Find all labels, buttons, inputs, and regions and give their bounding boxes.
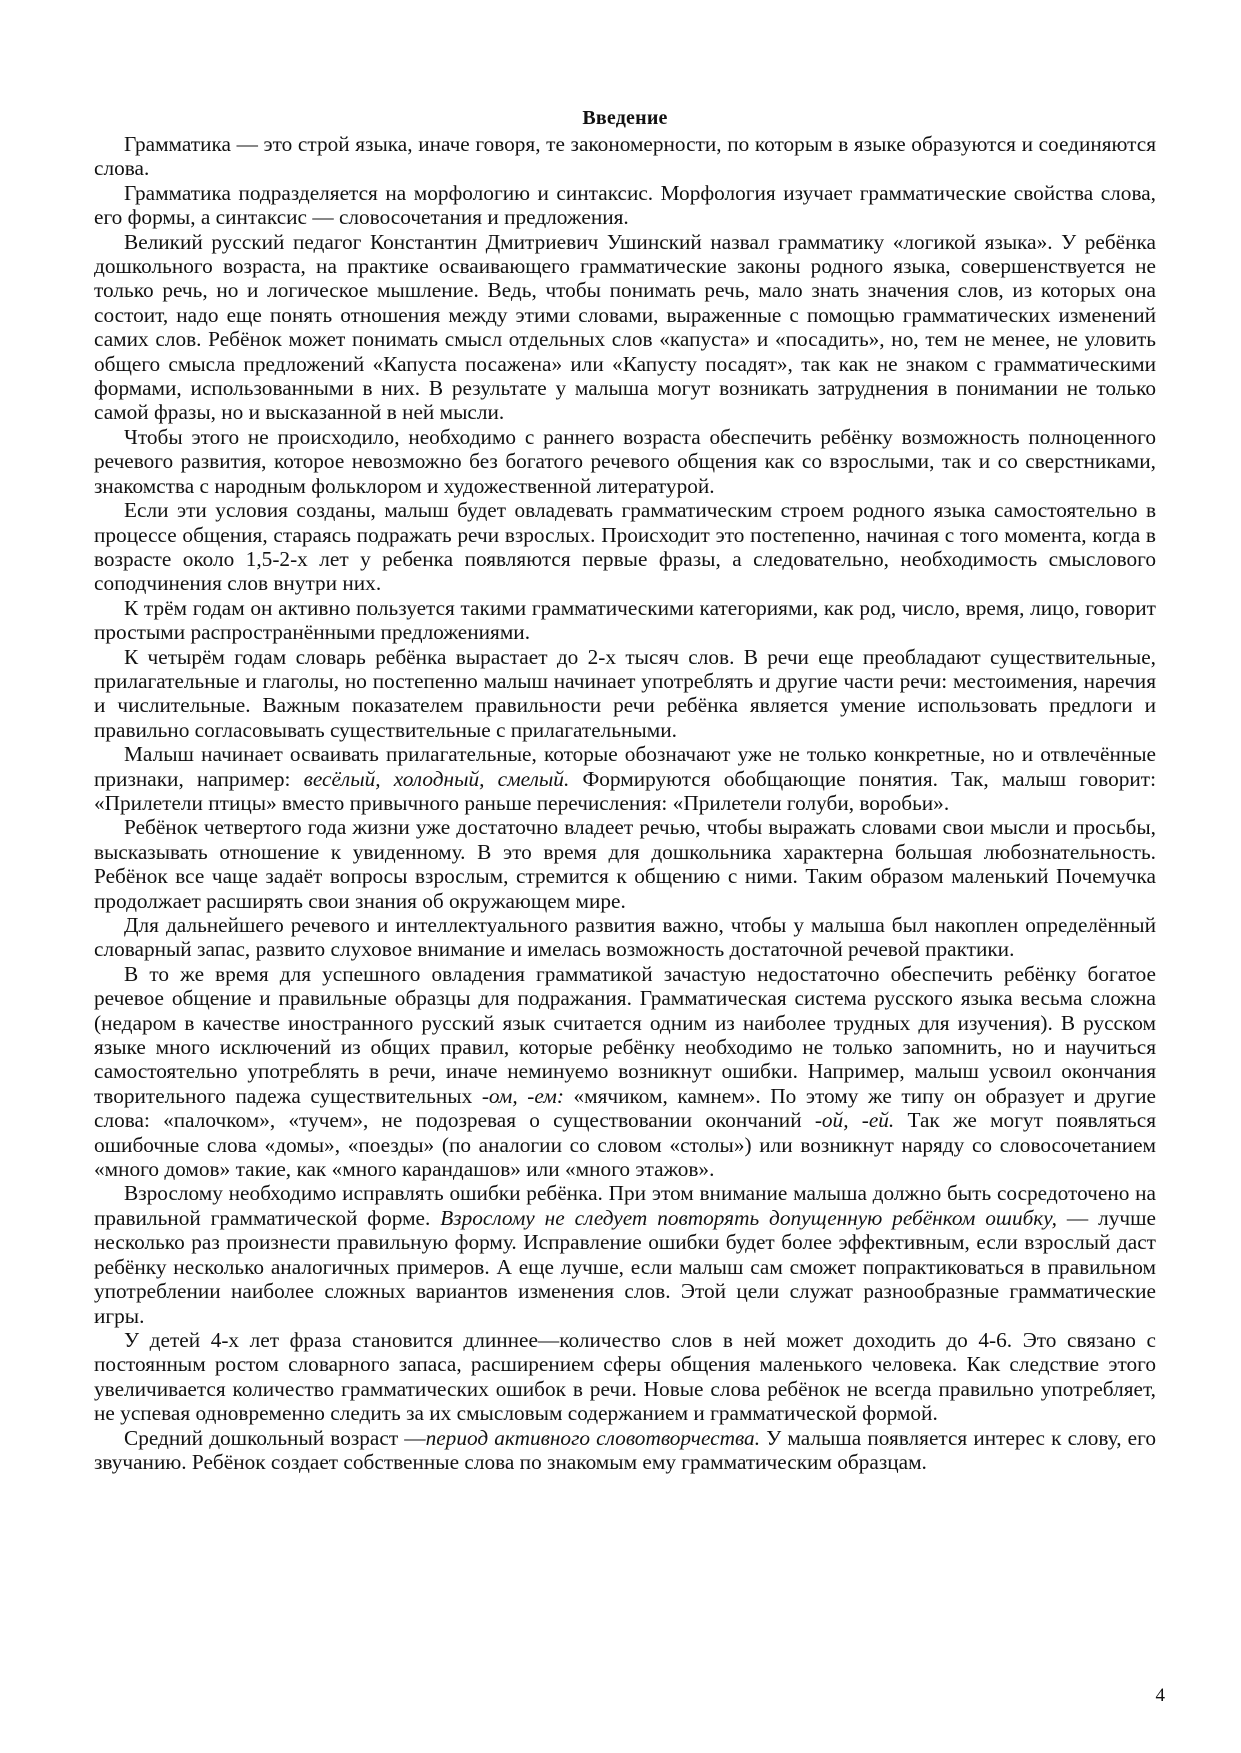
italic-text: -ом, -ем: [481,1083,564,1108]
paragraph [94,962,1156,1182]
paragraph-text: Грамматика — это строй языка, иначе говоря, те закономерности, по которым в языке образуются и соединяются слова. [94,132,1156,181]
paragraph [94,132,1156,181]
page-body [94,104,1156,1474]
paragraph [94,742,1156,815]
italic-text: период активного словотворчества. [425,1425,761,1450]
paragraph [94,596,1156,645]
italic-text: Взрослому не следует повторять допущенную ребёнком ошибку, [440,1205,1057,1230]
text-body [94,132,1156,1474]
paragraph [94,181,1156,230]
paragraph [94,645,1156,743]
paragraph-text: Средний дошкольный возраст — [124,1425,426,1450]
paragraph-text: В то же время для успешного овладения грамматикой зачастую недостаточно обеспечить ребёнку богатое речевое общение и правильные образцы для подражания. Грамматическая система русского языка весьма сложна (недаром в качестве иностранного русский язык считается одним из наиболее трудных для изучения). В русском языке много исключений из общих правил, которые ребёнку необходимо не только запомнить, но и научиться самостоятельно употреблять в речи, иначе неминуемо возникнут ошибки. Например, малыш усвоил окончания творительного падежа существительных [94,961,1156,1108]
paragraph-text: — лучше несколько раз произнести правильную форму. Исправление ошибки будет более эффективным, если взрослый даст ребёнку несколько аналогичных примеров. А еще лучше, если малыш сам сможет попрактиковаться в правильном употреблении наиболее сложных вариантов изменения слов. Этой цели служат разнообразные грамматические игры. [94,1205,1156,1328]
paragraph-text: Ребёнок четвертого года жизни уже достаточно владеет речью, чтобы выражать словами свои мысли и просьбы, высказывать отношение к увиденному. В это время для дошкольника характерна большая любознательность. Ребёнок все чаще задаёт вопросы взрослым, стремится к общению с ними. Таким образом маленький Почемучка продолжает расширять свои знания об окружающем мире. [94,815,1156,913]
paragraph-text: Грамматика подразделяется на морфологию и синтаксис. Морфология изучает грамматические свойства слова, его формы, а синтаксис — словосочетания и предложения. [94,180,1156,230]
paragraph-text: Формируются обобщающие понятия. Так, малыш говорит: «Прилетели птицы» вместо привычного раньше перечисления: «Прилетели голуби, воробьи». [94,766,1156,815]
paragraph-text: К трём годам он активно пользуется такими грамматическими категориями, как род, число, время, лицо, говорит простыми распространёнными предложениями. [94,595,1156,645]
paragraph-text: Малыш начинает осваивать прилагательные, которые обозначают уже не только конкретные, но и отвлечённые признаки, например: [94,742,1156,791]
paragraph [94,498,1156,596]
paragraph-text: К четырём годам словарь ребёнка вырастает до 2-х тысяч слов. В речи еще преобладают существительные, прилагательные и глаголы, но постепенно малыш начинает употреблять и другие части речи: местоимения, наречия и числительные. Важным показателем правильности речи ребёнка является умение использовать предлоги и правильно согласовывать существительные с прилагательными. [94,644,1156,742]
paragraph-text: Великий русский педагог Константин Дмитриевич Ушинский назвал грамматику «логикой языка». У ребёнка дошкольного возраста, на практике осваивающего грамматические законы родного языка, совершенствуется не только речь, но и логическое мышление. Ведь, чтобы понимать речь, мало знать значения слов, из которых она состоит, надо еще понять отношения между этими словами, выраженные с помощью грамматических изменений самих слов. Ребёнок может понимать смысл отдельных слов «капуста» и «посадить», но, тем не менее, не уловить общего смысла предложений «Капуста посажена» или «Капусту посадят», так как не знаком с грамматическими формами, использованными в них. В результате у малыша могут возникать затруднения в понимании не только самой фразы, но и высказанной в ней мысли. [94,229,1156,425]
paragraph-text: Так же могут появляться ошибочные слова «домы», «поезды» (по аналогии со словом «столы») или возникнут наряду со словосочетанием «много домов» такие, как «много карандашов» или «много этажов». [94,1108,1157,1182]
paragraph [94,1181,1156,1327]
italic-text: весёлый, холодный, смелый. [303,766,570,791]
paragraph-text: Если эти условия созданы, малыш будет овладевать грамматическим строем родного языка самостоятельно в процессе общения, стараясь подражать речи взрослых. Происходит это постепенно, начиная с того момента, когда в возрасте около 1,5-2-х лет у ребенка появляются первые фразы, а следовательно, необходимость смыслового соподчинения слов внутри них. [94,498,1156,596]
section-title: Введение [582,107,668,129]
paragraph [94,230,1156,425]
paragraph [94,425,1156,498]
paragraph [94,815,1156,913]
paragraph-text: У детей 4-х лет фраза становится длиннее—количество слов в ней может доходить до 4-6. Это связано с постоянным ростом словарного запаса, расширением сферы общения маленького человека. Как следствие этого увеличивается количество грамматических ошибок в речи. Новые слова ребёнок не всегда правильно употребляет, не успевая одновременно следить за их смысловым содержанием и грамматической формой. [94,1327,1156,1426]
page-number: 4 [1155,1685,1165,1706]
paragraph-text: Взрослому необходимо исправлять ошибки ребёнка. При этом внимание малыша должно быть сосредоточено на правильной грамматической форме. [94,1181,1156,1230]
paragraph-text: «мячиком, камнем». По этому же типу он образует и другие слова: «палочком», «тучем», не подозревая о существовании окончаний [94,1083,1157,1133]
paragraph [94,913,1156,962]
paragraph-text: У малыша появляется интерес к слову, его звучанию. Ребёнок создает собственные слова по знакомым ему грамматическим образцам. [94,1425,1156,1474]
italic-text: -ой, -ей. [814,1108,895,1133]
paragraph [94,1328,1156,1426]
paragraph-text: Чтобы этого не происходило, необходимо с раннего возраста обеспечить ребёнку возможность полноценного речевого развития, которое невозможно без богатого речевого общения как со взрослыми, так и со сверстниками, знакомства с народным фольклором и художественной литературой. [94,424,1156,498]
paragraph-text: Для дальнейшего речевого и интеллектуального развития важно, чтобы у малыша был накоплен определённый словарный запас, развито слуховое внимание и имелась возможность достаточной речевой практики. [94,913,1156,962]
paragraph [94,1426,1156,1475]
